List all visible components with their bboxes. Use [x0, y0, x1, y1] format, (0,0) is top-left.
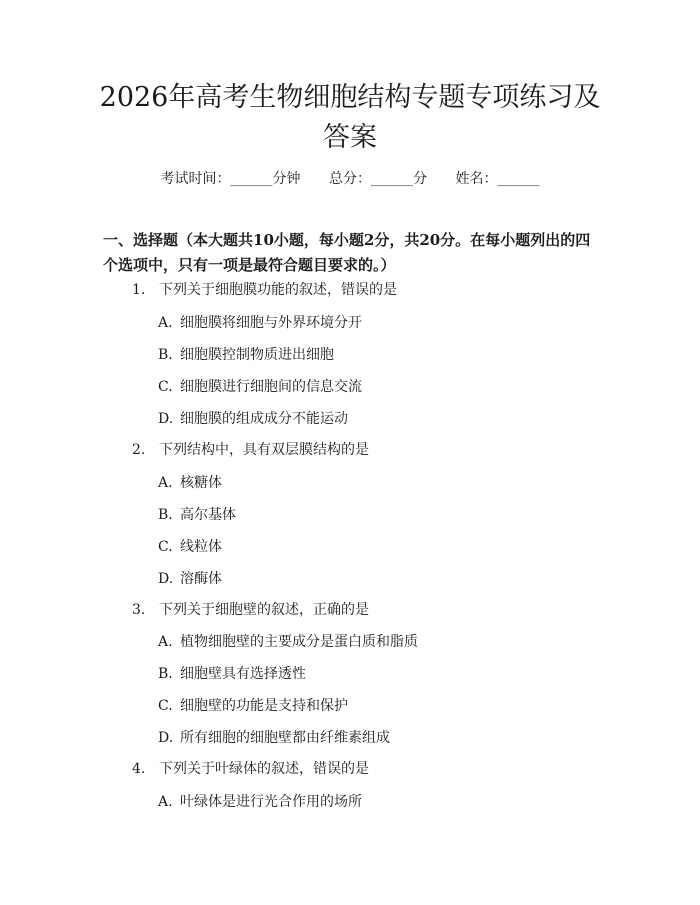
option-3c	[158, 696, 348, 716]
option-3b	[158, 664, 306, 684]
option-letter: C.	[158, 539, 173, 555]
exam-time	[161, 168, 301, 188]
option-2c	[158, 537, 222, 557]
option-text: 细胞膜的组成成分不能运动	[180, 411, 348, 427]
question-4	[132, 759, 369, 779]
option-letter: D.	[158, 411, 174, 427]
option-3d	[158, 728, 390, 748]
option-text: 细胞壁的功能是支持和保护	[180, 698, 348, 714]
question-3	[132, 600, 369, 620]
score-unit: 分	[413, 171, 427, 187]
option-text: 细胞膜将细胞与外界环境分开	[180, 315, 362, 331]
option-letter: B.	[158, 666, 173, 682]
option-1b	[158, 345, 334, 365]
option-2a	[158, 473, 222, 493]
option-text: 细胞膜控制物质进出细胞	[180, 347, 334, 363]
option-letter: B.	[158, 507, 173, 523]
option-text: 高尔基体	[180, 507, 236, 523]
option-text: 细胞膜进行细胞间的信息交流	[180, 379, 362, 395]
time-label: 考试时间：	[160, 171, 231, 187]
option-4a	[158, 792, 362, 812]
option-letter: D.	[158, 571, 174, 587]
name-label: 姓名：	[455, 171, 498, 187]
option-letter: A.	[158, 475, 173, 491]
option-text: 细胞壁具有选择透性	[180, 666, 306, 682]
option-2b	[158, 505, 236, 525]
option-3a	[158, 632, 418, 652]
question-stem: 下列关于细胞膜功能的叙述，错误的是	[159, 282, 397, 298]
option-letter: D.	[158, 730, 174, 746]
score-label: 总分：	[329, 171, 371, 187]
question-number: 2.	[132, 442, 146, 458]
option-1a	[158, 313, 362, 333]
option-1c	[158, 377, 362, 397]
time-unit: 分钟	[272, 171, 301, 187]
section-heading: 一、选择题（本大题共10小题，每小题2分，共20分。在每小题列出的四个选项中，只有一项是最符合题目要求的。）	[103, 231, 591, 274]
option-letter: B.	[158, 347, 173, 363]
option-letter: C.	[158, 379, 173, 395]
score-blank: ______	[371, 171, 413, 187]
exam-score	[329, 168, 427, 188]
option-text: 所有细胞的细胞壁都由纤维素组成	[180, 730, 390, 746]
exam-meta	[0, 168, 700, 188]
question-1	[132, 280, 397, 300]
question-number: 1.	[132, 282, 146, 298]
option-text: 溶酶体	[180, 571, 222, 587]
option-text: 植物细胞壁的主要成分是蛋白质和脂质	[180, 634, 418, 650]
name-blank: ______	[497, 171, 540, 187]
question-stem: 下列关于叶绿体的叙述，错误的是	[159, 761, 369, 777]
option-1d	[158, 409, 348, 429]
question-number: 4.	[132, 761, 146, 777]
option-letter: A.	[158, 794, 173, 810]
page-title: 2026年高考生物细胞结构专题专项练习及答案	[99, 82, 601, 153]
option-letter: A.	[158, 315, 173, 331]
option-letter: A.	[158, 634, 173, 650]
exam-name	[455, 168, 539, 188]
option-letter: C.	[158, 698, 173, 714]
question-number: 3.	[132, 602, 146, 618]
time-blank: ______	[230, 171, 273, 187]
question-stem: 下列结构中，具有双层膜结构的是	[159, 442, 369, 458]
option-text: 叶绿体是进行光合作用的场所	[180, 794, 362, 810]
option-2d	[158, 569, 222, 589]
option-text: 核糖体	[180, 475, 222, 491]
question-2	[132, 440, 369, 460]
question-stem: 下列关于细胞壁的叙述，正确的是	[159, 602, 369, 618]
option-text: 线粒体	[180, 539, 222, 555]
